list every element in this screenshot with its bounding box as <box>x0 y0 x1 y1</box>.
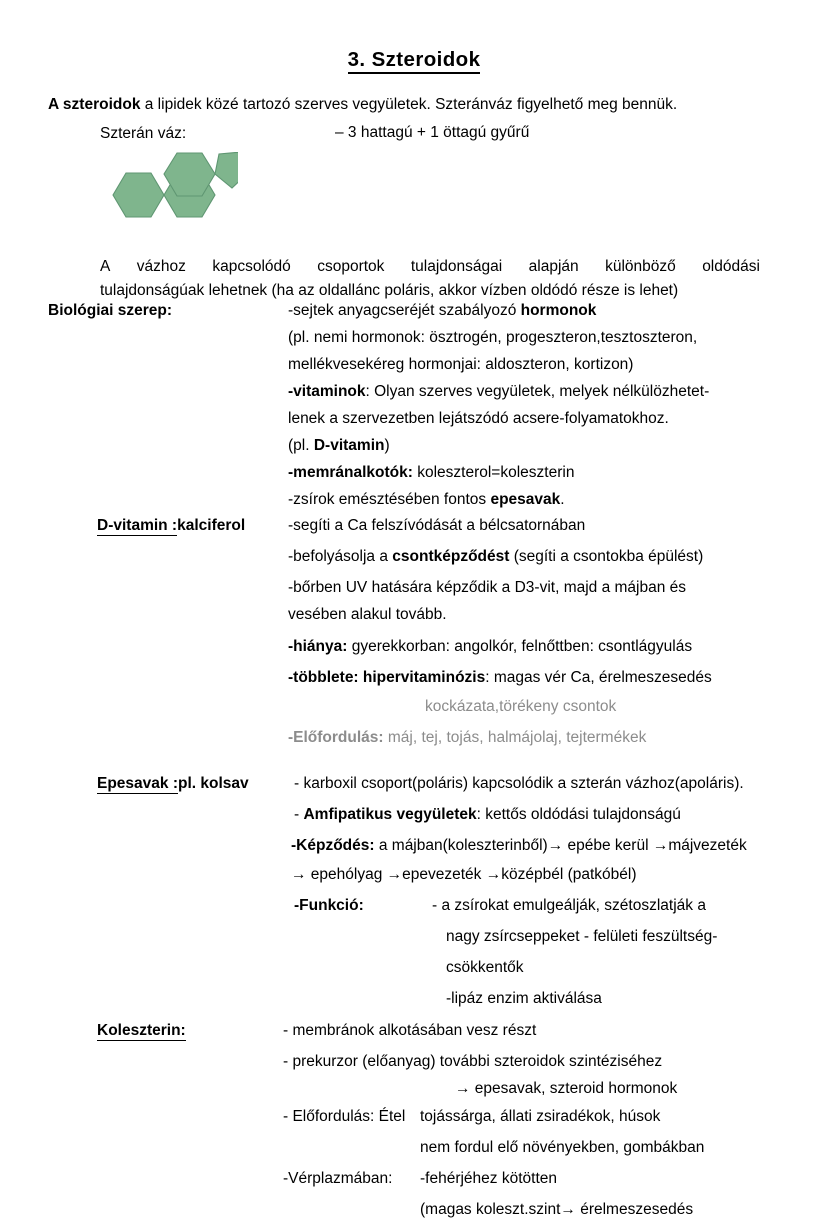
line-text: kockázata,törékeny csontok <box>425 698 617 715</box>
epesavak-funkcio-line-1: - a zsírokat emulgeálják, szétoszlatják a <box>432 897 706 914</box>
intro-bold-lead: A szteroidok <box>48 96 141 113</box>
paragraph-word: oldódási <box>702 258 760 275</box>
hexagon-ring-a <box>113 173 164 217</box>
sublabel-text: -Funkció: <box>294 897 364 914</box>
page-title-text: 3. Szteroidok <box>348 48 481 74</box>
line-post: . <box>560 491 565 508</box>
section-label-text: pl. kolsav <box>178 775 249 792</box>
section-label-biologiai-szerep <box>48 302 172 320</box>
line-post: : Olyan szerves vegyületek, melyek nélkülözhetet- <box>365 383 710 400</box>
paragraph-word: A <box>100 258 111 275</box>
section-label-koleszterin <box>97 1022 186 1040</box>
page-title <box>0 48 828 72</box>
intro-line-2-label: Szterán váz: <box>100 125 187 142</box>
koleszterin-occurrence-value-2: nem fordul elő növényekben, gombákban <box>420 1139 705 1156</box>
line-bold: -vitaminok <box>288 383 366 400</box>
line-post: koleszterol=koleszterin <box>412 464 575 481</box>
line-text: -befolyásolja a <box>288 548 393 565</box>
dvitamin-grey-line-2 <box>288 729 646 747</box>
dvitamin-line-2 <box>288 548 703 566</box>
biologiai-line-7 <box>288 464 574 482</box>
line-bold: -Előfordulás: <box>288 729 384 746</box>
line-bold: Amfipatikus vegyületek <box>303 806 477 823</box>
line-text: lenek a szervezetben lejátszódó acsere-folyamatokhoz. <box>288 410 669 427</box>
section-label-epesavak <box>97 775 249 793</box>
paragraph-line-2: tulajdonságúak lehetnek (ha az oldallánc poláris, akkor vízben oldódó része is lehet) <box>100 282 679 299</box>
line-bold: -Képződés: <box>291 837 375 854</box>
intro-line-2-value: – 3 hattagú + 1 öttagú gyűrű <box>335 124 530 141</box>
paragraph-line-1 <box>100 255 760 279</box>
epesavak-line-2 <box>294 806 681 824</box>
koleszterin-plasma-value-1: -fehérjéhez kötötten <box>420 1170 558 1187</box>
section-label-text: Biológiai szerep: <box>48 302 173 319</box>
epesavak-line-4 <box>291 866 637 884</box>
paragraph-word: vázhoz <box>136 258 186 275</box>
section-label-text: kalciferol <box>177 517 246 534</box>
line-text: vesében alakul tovább. <box>288 606 447 623</box>
biologiai-line-5 <box>288 410 669 428</box>
pentagon-ring-d <box>215 152 238 188</box>
koleszterin-indent-line-1: → epesavak, szteroid hormonok <box>455 1080 678 1097</box>
koleszterin-plasma-label: -Vérplazmában: <box>283 1170 393 1187</box>
dvitamin-line-5 <box>288 638 692 656</box>
line-text: - prekurzor (előanyag) további szteroidok szintéziséhez <box>283 1053 663 1070</box>
biologiai-line-8 <box>288 491 565 509</box>
line-bold: -hiánya: <box>288 638 348 655</box>
biologiai-line-4 <box>288 383 709 401</box>
biologiai-line-6 <box>288 437 390 455</box>
line-text: - karboxil csoport(poláris) kapcsolódik a szterán vázhoz(apoláris). <box>294 775 744 792</box>
dvitamin-line-6 <box>288 669 712 687</box>
line-bold: epesavak <box>490 491 561 508</box>
line-post: gyerekkorban: angolkór, felnőttben: csontlágyulás <box>347 638 693 655</box>
paragraph-word: alapján <box>528 258 579 275</box>
line-bold: D-vitamin <box>313 437 385 454</box>
line-text: (pl. nemi hormonok: ösztrogén, progeszteron,tesztoszteron, <box>288 329 698 346</box>
koleszterin-line-1 <box>283 1022 536 1040</box>
line-post: a májban(koleszterinből)→ epébe kerül →májvezeték <box>374 837 747 854</box>
koleszterin-plasma-value-2: (magas koleszt.szint→ érelmeszesedés <box>420 1201 694 1218</box>
line-post: (segíti a csontokba épülést) <box>509 548 704 565</box>
paragraph-word: különböző <box>605 258 676 275</box>
line-text: → epehólyag →epevezeték →középbél (patkóbél) <box>291 866 637 883</box>
line-text: -segíti a Ca felszívódását a bélcsatornában <box>288 517 586 534</box>
epesavak-line-1 <box>294 775 744 793</box>
koleszterin-occurrence-value-1: tojássárga, állati zsiradékok, húsok <box>420 1108 661 1125</box>
line-text: máj, tej, tojás, halmájolaj, tejtermékek <box>383 729 647 746</box>
epesavak-funkcio-line-4: -lipáz enzim aktiválása <box>446 990 602 1007</box>
line-text: mellékvesekéreg hormonjai: aldoszteron, kortizon) <box>288 356 634 373</box>
dvitamin-line-4 <box>288 606 447 624</box>
biologiai-line-3 <box>288 356 633 374</box>
line-text: (pl. <box>288 437 314 454</box>
epesavak-funkcio-line-3: csökkentők <box>446 959 524 976</box>
biologiai-line-1 <box>288 302 596 320</box>
biologiai-line-2 <box>288 329 697 347</box>
line-text: -sejtek anyagcseréjét szabályozó <box>288 302 521 319</box>
line-bold: hormonok <box>520 302 597 319</box>
dvitamin-grey-line-1 <box>425 698 616 716</box>
paragraph-word: csoportok <box>317 258 385 275</box>
solubility-paragraph <box>100 255 760 303</box>
koleszterin-occurrence-label: - Előfordulás: Étel <box>283 1108 406 1125</box>
line-text: -bőrben UV hatására képződik a D3-vit, majd a májban és <box>288 579 687 596</box>
steroid-skeleton-svg <box>108 152 238 232</box>
dvitamin-line-3 <box>288 579 686 597</box>
line-text: - <box>294 806 304 823</box>
intro-line-1-rest: a lipidek közé tartozó szerves vegyületek. Szteránváz figyelhető meg bennük. <box>140 96 678 113</box>
paragraph-word: kapcsolódó <box>212 258 291 275</box>
line-bold: -memránalkotók: <box>288 464 413 481</box>
epesavak-line-3 <box>291 837 747 855</box>
section-label-underlined: Epesavak : <box>97 775 178 792</box>
dvitamin-line-1 <box>288 517 585 535</box>
line-bold: -többlete: hipervitaminózis <box>288 669 486 686</box>
intro-line-1 <box>48 95 677 115</box>
section-label-d-vitamin <box>97 517 245 535</box>
line-post: : kettős oldódási tulajdonságú <box>476 806 681 823</box>
line-bold: csontképződést <box>392 548 510 565</box>
epesavak-funkcio-label <box>294 897 364 915</box>
line-text: - membránok alkotásában vesz részt <box>283 1022 537 1039</box>
line-post: : magas vér Ca, érelmeszesedés <box>485 669 712 686</box>
section-label-underlined: D-vitamin : <box>97 517 178 534</box>
section-label-underlined: Koleszterin: <box>97 1022 186 1039</box>
paragraph-word: tulajdonságai <box>410 258 503 275</box>
koleszterin-line-2 <box>283 1053 662 1071</box>
line-post: ) <box>384 437 390 454</box>
steroid-skeleton-figure <box>108 152 238 232</box>
epesavak-funkcio-line-2: nagy zsírcseppeket - felületi feszültség- <box>446 928 718 945</box>
line-text: -zsírok emésztésében fontos <box>288 491 491 508</box>
